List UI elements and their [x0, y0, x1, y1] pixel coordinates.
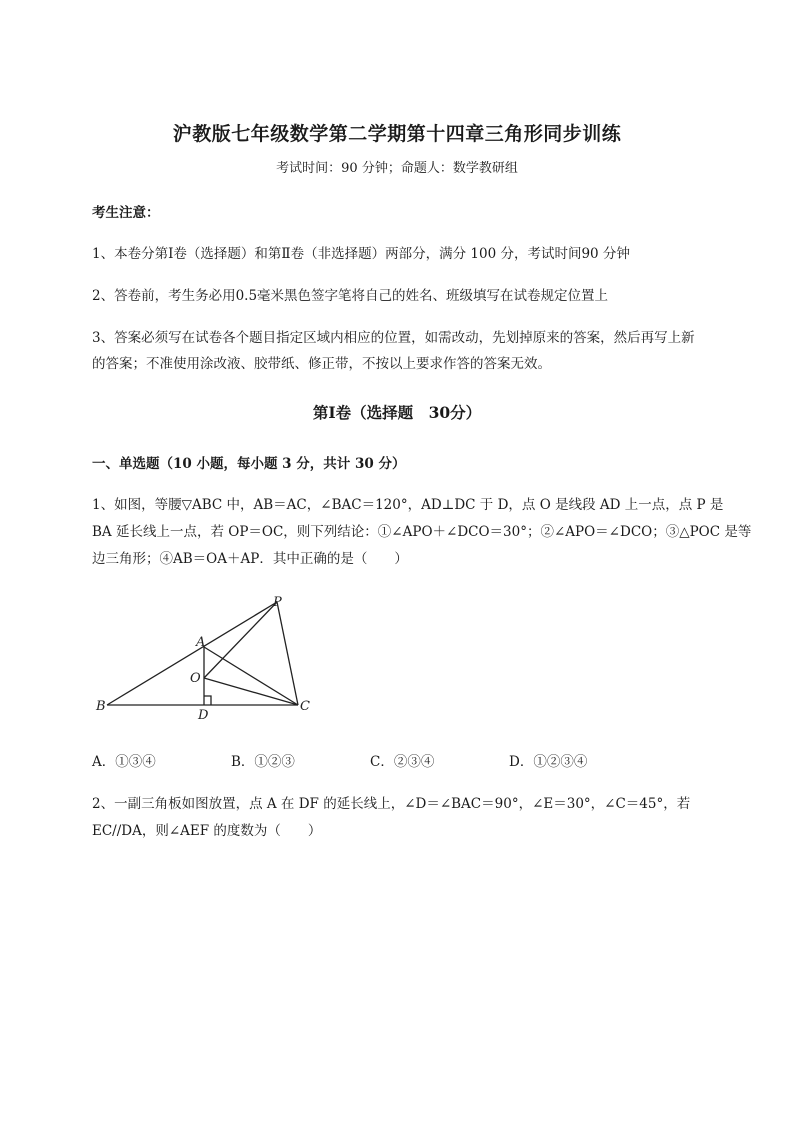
notice-item-1: 1、本卷分第Ⅰ卷（选择题）和第Ⅱ卷（非选择题）两部分，满分 100 分，考试时间90 分钟 [92, 246, 630, 262]
section-title: 第Ⅰ卷（选择题 30分） [312, 403, 482, 422]
q1-option-d[interactable]: D．①②③④ [509, 754, 588, 770]
right-angle-mark [204, 696, 211, 705]
q1-option-a[interactable]: A．①③④ [92, 754, 156, 770]
line-OC [204, 678, 298, 705]
label-P: P [273, 595, 282, 610]
label-B: B [96, 699, 106, 714]
line-PC [277, 602, 298, 705]
part-heading: 一、单选题（10 小题，每小题 3 分，共计 30 分） [92, 456, 406, 472]
exam-info: 考试时间：90 分钟；命题人：数学教研组 [276, 161, 518, 176]
label-O: O [190, 671, 201, 686]
q1-text-line3: 边三角形；④AB＝OA＋AP．其中正确的是（ ） [92, 551, 408, 567]
label-C: C [300, 699, 310, 714]
notice-item-3-cont: 的答案；不准使用涂改液、胶带纸、修正带，不按以上要求作答的答案无效。 [92, 356, 551, 372]
notice-item-2: 2、答卷前，考生务必用0.5毫米黑色签字笔将自己的姓名、班级填写在试卷规定位置上 [92, 288, 609, 304]
line-BP [107, 602, 277, 705]
label-A: A [196, 635, 206, 650]
q1-option-b[interactable]: B．①②③ [231, 754, 295, 770]
q2-text-line2: EC//DA，则∠AEF 的度数为（ ） [92, 823, 322, 839]
notice-item-3: 3、答案必须写在试卷各个题目指定区域内相应的位置，如需改动，先划掉原来的答案，然后再写上新 [92, 330, 695, 346]
q1-option-c[interactable]: C．②③④ [370, 754, 435, 770]
q2-text-line1: 2、一副三角板如图放置，点 A 在 DF 的延长线上，∠D＝∠BAC＝90°，∠E＝30°，∠C＝45°，若 [92, 796, 691, 812]
notice-heading: 考生注意： [92, 205, 160, 221]
label-D: D [198, 708, 209, 723]
page-title: 沪教版七年级数学第二学期第十四章三角形同步训练 [172, 123, 622, 145]
q1-text-line2: BA 延长线上一点，若 OP＝OC，则下列结论：①∠APO＋∠DCO＝30°；②∠APO＝∠DCO；③△POC 是等 [92, 524, 752, 540]
q1-triangle-figure [92, 590, 322, 725]
line-AC [204, 647, 298, 705]
q1-text-line1: 1、如图，等腰▽ABC 中，AB＝AC，∠BAC＝120°，AD⊥DC 于 D，点 O 是线段 AD 上一点，点 P 是 [92, 497, 724, 513]
